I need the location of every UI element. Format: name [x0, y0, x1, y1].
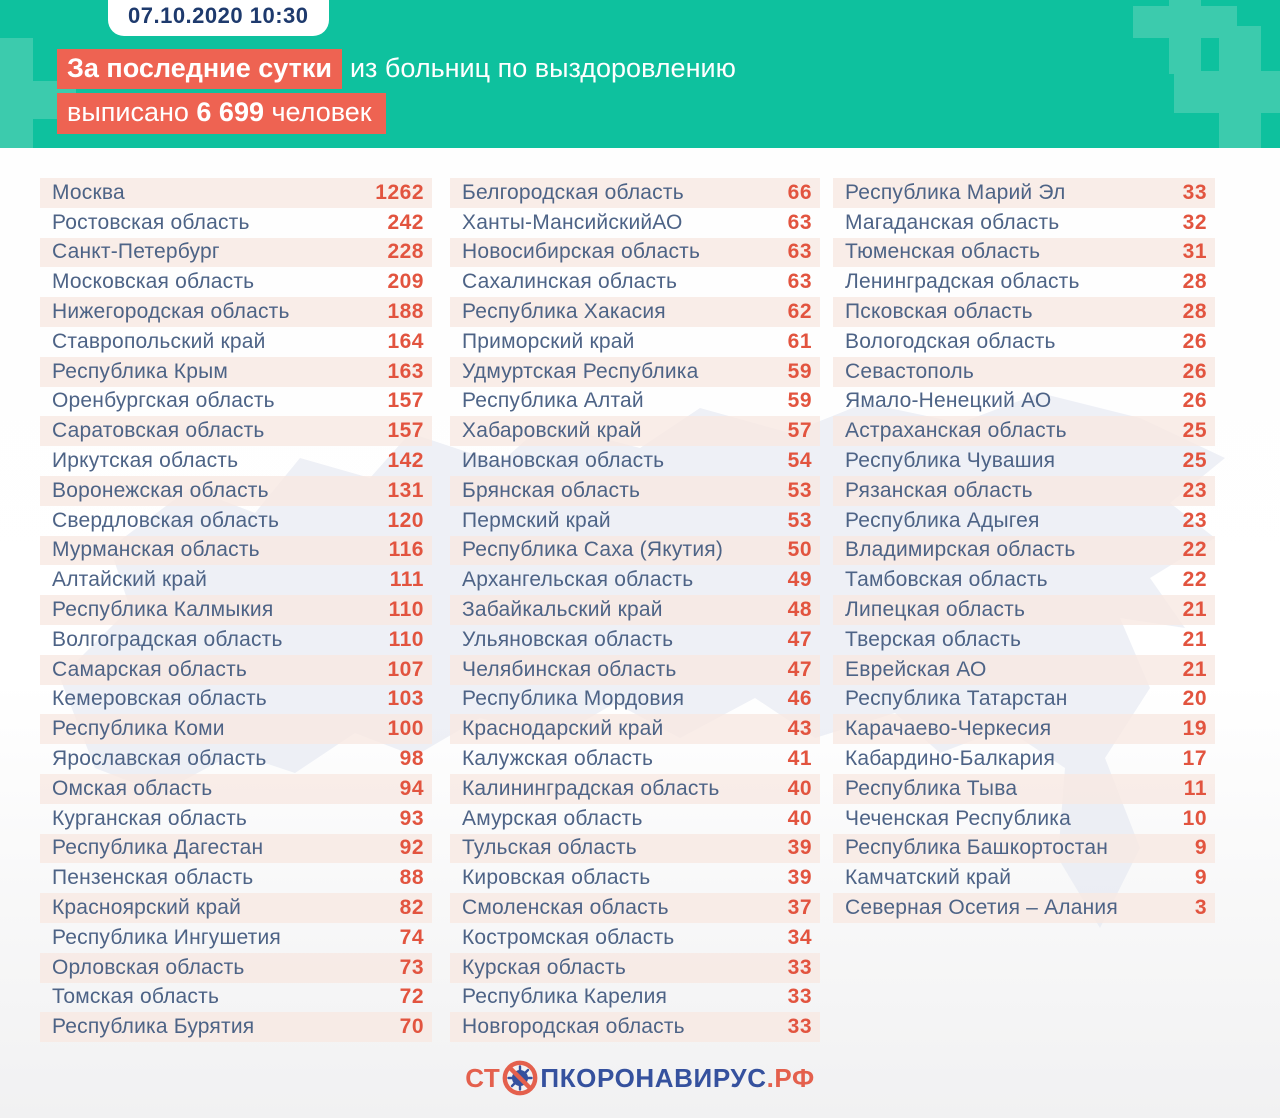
table-row: [450, 893, 820, 923]
region-value: 17: [1182, 747, 1207, 771]
table-row: [40, 923, 432, 953]
date-text: 07.10.2020 10:30: [128, 3, 309, 28]
table-row: [450, 327, 820, 357]
table-row: [450, 387, 820, 417]
region-value: 39: [787, 836, 812, 860]
region-value: 53: [787, 508, 812, 532]
table-row: [450, 208, 820, 238]
table-row: [40, 416, 432, 446]
region-name: Республика Башкортостан: [845, 836, 1109, 860]
table-row: [450, 595, 820, 625]
table-row: [833, 536, 1215, 566]
regions-column-3: [833, 178, 1215, 923]
regions-column-2: [450, 178, 820, 1042]
region-value: 63: [787, 240, 812, 264]
table-row: [450, 863, 820, 893]
region-value: 142: [387, 449, 424, 473]
region-value: 62: [787, 300, 812, 324]
region-value: 33: [787, 1015, 812, 1039]
region-value: 157: [387, 419, 424, 443]
region-value: 37: [787, 896, 812, 920]
table-row: [833, 387, 1215, 417]
region-value: 40: [787, 806, 812, 830]
region-name: Псковская область: [845, 300, 1033, 324]
region-name: Москва: [52, 180, 125, 204]
region-value: 48: [787, 598, 812, 622]
region-name: Республика Бурятия: [52, 1015, 255, 1039]
table-row: [450, 536, 820, 566]
region-name: Амурская область: [462, 806, 643, 830]
table-row: [40, 714, 432, 744]
headline-total-box: [57, 93, 386, 134]
table-row: [40, 446, 432, 476]
region-name: Ростовская область: [52, 210, 250, 234]
table-row: [450, 297, 820, 327]
region-name: Ханты-МансийскийАО: [462, 210, 683, 234]
region-value: 100: [387, 717, 424, 741]
region-value: 40: [787, 776, 812, 800]
region-value: 33: [787, 985, 812, 1009]
region-value: 50: [787, 538, 812, 562]
region-value: 188: [387, 300, 424, 324]
region-value: 131: [387, 478, 424, 502]
region-name: Омская область: [52, 776, 213, 800]
region-name: Тверская область: [845, 627, 1022, 651]
region-name: Республика Карелия: [462, 985, 668, 1009]
region-name: Смоленская область: [462, 896, 669, 920]
table-row: [40, 893, 432, 923]
region-name: Тульская область: [462, 836, 637, 860]
region-value: 228: [387, 240, 424, 264]
content-area: [0, 148, 1280, 1118]
region-value: 46: [787, 687, 812, 711]
region-value: 72: [399, 985, 424, 1009]
table-row: [40, 267, 432, 297]
region-name: Белгородская область: [462, 180, 684, 204]
no-virus-icon: [502, 1060, 538, 1096]
region-name: Ленинградская область: [845, 270, 1080, 294]
region-name: Тюменская область: [845, 240, 1041, 264]
table-row: [450, 565, 820, 595]
region-name: Республика Чувашия: [845, 449, 1056, 473]
region-value: 21: [1182, 627, 1207, 651]
region-name: Волгоградская область: [52, 627, 283, 651]
plus-icon: [1174, 26, 1280, 148]
table-row: [40, 565, 432, 595]
region-name: Оренбургская область: [52, 389, 275, 413]
region-value: 98: [399, 747, 424, 771]
region-value: 26: [1182, 359, 1207, 383]
region-value: 28: [1182, 300, 1207, 324]
region-name: Республика Марий Эл: [845, 180, 1066, 204]
table-row: [40, 357, 432, 387]
region-name: Вологодская область: [845, 329, 1056, 353]
region-name: Республика Татарстан: [845, 687, 1068, 711]
region-value: 10: [1182, 806, 1207, 830]
region-value: 32: [1182, 210, 1207, 234]
table-row: [40, 595, 432, 625]
table-row: [40, 1012, 432, 1042]
region-name: Ульяновская область: [462, 627, 674, 651]
table-row: [450, 267, 820, 297]
region-value: 47: [787, 657, 812, 681]
region-value: 54: [787, 449, 812, 473]
region-value: 23: [1182, 478, 1207, 502]
region-name: Республика Крым: [52, 359, 229, 383]
region-name: Забайкальский край: [462, 598, 663, 622]
region-value: 21: [1182, 657, 1207, 681]
region-name: Курганская область: [52, 806, 248, 830]
region-value: 25: [1182, 449, 1207, 473]
region-value: 93: [399, 806, 424, 830]
region-name: Новгородская область: [462, 1015, 685, 1039]
region-value: 242: [387, 210, 424, 234]
region-value: 1262: [375, 180, 424, 204]
region-value: 92: [399, 836, 424, 860]
region-name: Ярославская область: [52, 747, 267, 771]
table-row: [40, 327, 432, 357]
table-row: [833, 625, 1215, 655]
region-name: Томская область: [52, 985, 220, 1009]
region-value: 110: [388, 627, 424, 651]
region-value: 73: [399, 955, 424, 979]
region-value: 164: [387, 329, 424, 353]
region-value: 3: [1194, 896, 1207, 920]
table-row: [40, 536, 432, 566]
table-row: [40, 238, 432, 268]
region-name: Красноярский край: [52, 896, 242, 920]
region-name: Республика Саха (Якутия): [462, 538, 724, 562]
region-name: Тамбовская область: [845, 568, 1048, 592]
table-row: [450, 178, 820, 208]
region-value: 59: [787, 389, 812, 413]
table-row: [833, 714, 1215, 744]
region-name: Республика Дагестан: [52, 836, 264, 860]
table-row: [40, 953, 432, 983]
table-row: [833, 744, 1215, 774]
region-name: Республика Мордовия: [462, 687, 685, 711]
table-row: [450, 1012, 820, 1042]
table-row: [450, 714, 820, 744]
region-name: Воронежская область: [52, 478, 269, 502]
region-name: Самарская область: [52, 657, 248, 681]
site-logo: [0, 1056, 1280, 1100]
headline-highlight: За последние сутки: [57, 49, 342, 89]
region-name: Кировская область: [462, 866, 651, 890]
region-name: Карачаево-Черкесия: [845, 717, 1052, 741]
region-name: Рязанская область: [845, 478, 1033, 502]
table-row: [40, 983, 432, 1013]
region-value: 11: [1183, 776, 1207, 800]
region-value: 157: [387, 389, 424, 413]
table-row: [450, 834, 820, 864]
region-name: Ивановская область: [462, 449, 665, 473]
region-name: Алтайский край: [52, 568, 208, 592]
table-row: [450, 625, 820, 655]
region-value: 41: [787, 747, 812, 771]
region-name: Республика Калмыкия: [52, 598, 274, 622]
region-value: 107: [387, 657, 424, 681]
region-value: 39: [787, 866, 812, 890]
region-name: Республика Ингушетия: [52, 925, 282, 949]
table-row: [450, 953, 820, 983]
table-row: [40, 297, 432, 327]
region-value: 31: [1182, 240, 1207, 264]
region-value: 59: [787, 359, 812, 383]
table-row: [450, 476, 820, 506]
region-name: Санкт-Петербург: [52, 240, 220, 264]
region-value: 25: [1182, 419, 1207, 443]
region-value: 9: [1194, 866, 1207, 890]
table-row: [40, 804, 432, 834]
table-row: [833, 834, 1215, 864]
region-value: 120: [387, 508, 424, 532]
region-name: Новосибирская область: [462, 240, 701, 264]
regions-column-1: [40, 178, 432, 1042]
table-row: [450, 416, 820, 446]
table-row: [450, 685, 820, 715]
table-row: [450, 357, 820, 387]
region-name: Липецкая область: [845, 598, 1026, 622]
headline-rest: из больниц по выздоровлению: [349, 53, 736, 83]
table-row: [450, 774, 820, 804]
table-row: [40, 387, 432, 417]
region-name: Республика Адыгея: [845, 508, 1040, 532]
logo-text-suffix: .РФ: [766, 1062, 815, 1093]
region-value: 26: [1182, 389, 1207, 413]
date-badge: [108, 0, 329, 36]
region-value: 20: [1182, 687, 1207, 711]
region-name: Еврейская АО: [845, 657, 987, 681]
region-value: 43: [787, 717, 812, 741]
region-value: 57: [787, 419, 812, 443]
region-value: 82: [399, 896, 424, 920]
region-value: 28: [1182, 270, 1207, 294]
region-name: Северная Осетия – Алания: [845, 896, 1118, 920]
table-row: [833, 774, 1215, 804]
region-name: Хабаровский край: [462, 419, 642, 443]
region-value: 88: [399, 866, 424, 890]
table-row: [40, 655, 432, 685]
region-value: 47: [787, 627, 812, 651]
region-name: Свердловская область: [52, 508, 280, 532]
region-value: 19: [1182, 717, 1207, 741]
region-name: Чеченская Республика: [845, 806, 1071, 830]
region-value: 49: [787, 568, 812, 592]
table-row: [450, 744, 820, 774]
region-name: Ставропольский край: [52, 329, 266, 353]
region-value: 116: [388, 538, 424, 562]
table-row: [833, 655, 1215, 685]
region-value: 26: [1182, 329, 1207, 353]
table-row: [833, 893, 1215, 923]
table-row: [40, 685, 432, 715]
line2-suffix: человек: [263, 97, 372, 127]
region-name: Республика Алтай: [462, 389, 644, 413]
region-value: 33: [1182, 180, 1207, 204]
region-name: Пензенская область: [52, 866, 254, 890]
region-name: Камчатский край: [845, 866, 1012, 890]
table-row: [450, 446, 820, 476]
table-row: [833, 804, 1215, 834]
table-row: [40, 774, 432, 804]
table-row: [833, 178, 1215, 208]
logo-text-middle: ПКОРОНАВИРУС: [540, 1062, 767, 1093]
table-row: [833, 446, 1215, 476]
region-value: 61: [787, 329, 812, 353]
line2-prefix: выписано: [67, 97, 197, 127]
region-value: 103: [387, 687, 424, 711]
table-row: [450, 238, 820, 268]
headline: [57, 49, 736, 134]
region-name: Костромская область: [462, 925, 675, 949]
region-name: Сахалинская область: [462, 270, 678, 294]
region-name: Орловская область: [52, 955, 245, 979]
table-row: [833, 506, 1215, 536]
region-value: 21: [1182, 598, 1207, 622]
region-value: 63: [787, 270, 812, 294]
region-name: Республика Хакасия: [462, 300, 666, 324]
region-name: Калининградская область: [462, 776, 720, 800]
headline-line-2: [57, 93, 736, 134]
region-value: 23: [1182, 508, 1207, 532]
region-name: Иркутская область: [52, 449, 239, 473]
region-value: 66: [787, 180, 812, 204]
table-row: [40, 476, 432, 506]
table-row: [40, 625, 432, 655]
region-name: Магаданская область: [845, 210, 1060, 234]
region-name: Республика Коми: [52, 717, 225, 741]
region-name: Приморский край: [462, 329, 635, 353]
region-name: Саратовская область: [52, 419, 265, 443]
table-row: [833, 595, 1215, 625]
region-name: Московская область: [52, 270, 255, 294]
region-name: Астраханская область: [845, 419, 1067, 443]
table-row: [833, 863, 1215, 893]
region-name: Ямало-Ненецкий АО: [845, 389, 1052, 413]
region-name: Владимирская область: [845, 538, 1076, 562]
region-value: 74: [399, 925, 424, 949]
region-value: 33: [787, 955, 812, 979]
region-value: 9: [1194, 836, 1207, 860]
region-name: Кемеровская область: [52, 687, 267, 711]
table-row: [833, 238, 1215, 268]
region-name: Брянская область: [462, 478, 641, 502]
region-name: Краснодарский край: [462, 717, 664, 741]
region-name: Кабардино-Балкария: [845, 747, 1056, 771]
table-row: [40, 178, 432, 208]
region-value: 110: [388, 598, 424, 622]
table-row: [833, 208, 1215, 238]
region-name: Мурманская область: [52, 538, 260, 562]
region-name: Нижегородская область: [52, 300, 290, 324]
table-row: [833, 685, 1215, 715]
headline-line-1: [57, 49, 736, 89]
region-value: 163: [387, 359, 424, 383]
table-row: [40, 863, 432, 893]
region-name: Удмуртская Республика: [462, 359, 699, 383]
table-row: [450, 506, 820, 536]
table-row: [833, 297, 1215, 327]
region-value: 94: [399, 776, 424, 800]
region-value: 22: [1182, 538, 1207, 562]
region-name: Челябинская область: [462, 657, 677, 681]
header-banner: [0, 0, 1280, 148]
region-name: Архангельская область: [462, 568, 694, 592]
table-row: [833, 327, 1215, 357]
table-row: [833, 476, 1215, 506]
region-value: 209: [387, 270, 424, 294]
region-value: 22: [1182, 568, 1207, 592]
table-row: [40, 506, 432, 536]
region-value: 53: [787, 478, 812, 502]
table-row: [833, 267, 1215, 297]
region-value: 111: [389, 568, 424, 592]
region-name: Пермский край: [462, 508, 611, 532]
table-row: [833, 416, 1215, 446]
region-name: Калужская область: [462, 747, 654, 771]
table-row: [450, 983, 820, 1013]
region-name: Севастополь: [845, 359, 974, 383]
table-row: [40, 744, 432, 774]
total-discharged: 6 699: [196, 97, 264, 127]
logo-text-prefix: СТ: [465, 1062, 501, 1093]
region-value: 70: [399, 1015, 424, 1039]
table-row: [833, 565, 1215, 595]
region-value: 63: [787, 210, 812, 234]
table-row: [450, 923, 820, 953]
region-name: Республика Тыва: [845, 776, 1018, 800]
table-row: [450, 804, 820, 834]
table-row: [40, 208, 432, 238]
table-row: [833, 357, 1215, 387]
region-value: 34: [787, 925, 812, 949]
table-row: [40, 834, 432, 864]
table-row: [450, 655, 820, 685]
region-name: Курская область: [462, 955, 626, 979]
